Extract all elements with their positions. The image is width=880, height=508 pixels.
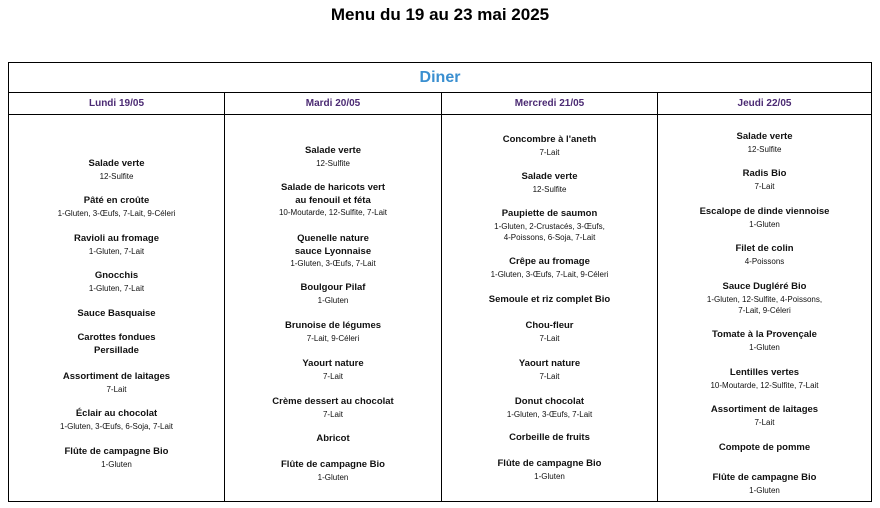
day-column-jeudi [658,116,871,501]
dish-name: Sauce Basquaise [77,308,156,319]
allergen-list: 7-Lait [106,384,127,394]
menu-item [442,294,657,307]
menu-item [442,458,657,482]
menu-item [9,233,224,257]
allergen-list: 1-Gluten, 3-Œufs, 6-Soja, 7-Lait [60,421,173,431]
menu-item [9,408,224,432]
allergen-list: 1-Gluten [749,219,780,229]
dish-name: Assortiment de laitages [710,404,819,415]
menu-item [225,233,441,269]
menu-item [442,171,657,195]
menu-item [442,256,657,280]
day-column-lundi [9,116,224,501]
dish-name: Carottes fondues Persillade [77,332,156,356]
menu-item [9,332,224,357]
allergen-list: 12-Sulfite [747,144,782,154]
dish-name: Donut chocolat [514,396,585,407]
dish-name: Filet de colin [735,243,794,254]
dish-name: Salade verte [88,158,145,169]
dish-name: Yaourt nature [518,358,581,369]
dish-name: Paupiette de saumon [501,208,598,219]
allergen-list: 12-Sulfite [99,171,134,181]
allergen-list: 1-Gluten, 12-Sulfite, 4-Poissons, 7-Lait, 9-Céleri [706,294,823,315]
menu-item [9,270,224,294]
dish-name: Flûte de campagne Bio [64,446,169,457]
meal-header: Diner [9,63,871,93]
day-column-mercredi [442,116,657,501]
allergen-list: 1-Gluten [749,342,780,352]
allergen-list: 12-Sulfite [316,158,350,168]
menu-item [225,433,441,446]
allergen-list: 7-Lait [322,371,343,381]
menu-item [658,131,871,155]
allergen-list: 1-Gluten, 7-Lait [88,246,145,256]
dish-name: Gnocchis [94,270,139,281]
page-title: Menu du 19 au 23 mai 2025 [330,5,550,24]
menu-item [658,442,871,455]
dish-name: Boulgour Pilaf [300,282,366,293]
menu-item [9,308,224,321]
allergen-list: 4-Poissons [744,256,785,266]
allergen-list: 1-Gluten, 3-Œufs, 7-Lait, 9-Céleri [490,269,609,279]
dish-name: Abricot [316,433,350,444]
menu-item [442,134,657,158]
menu-item [658,243,871,267]
dish-name: Flûte de campagne Bio [712,472,817,483]
dish-name: Salade verte [305,145,361,156]
dish-name: Sauce Dugléré Bio [722,281,807,292]
dish-name: Concombre à l'aneth [502,134,597,145]
menu-item [658,472,871,496]
dish-name: Chou-fleur [525,320,574,331]
allergen-list: 1-Gluten [749,485,780,495]
dish-name: Éclair au chocolat [75,408,158,419]
menu-item [658,168,871,192]
allergen-list: 1-Gluten [534,471,565,481]
menu-item [658,206,871,230]
dish-name: Quenelle nature sauce Lyonnaise [294,233,372,257]
day-header-mardi: Mardi 20/05 [225,93,441,115]
dish-name: Yaourt nature [302,358,364,369]
allergen-list: 10-Moutarde, 12-Sulfite, 7-Lait [710,380,819,390]
allergen-list: 1-Gluten, 3-Œufs, 7-Lait, 9-Céleri [57,208,176,218]
menu-item [225,459,441,483]
menu-item [658,404,871,428]
menu-item [658,329,871,353]
allergen-list: 1-Gluten, 7-Lait [88,283,145,293]
dish-name: Salade de haricots vert au fenouil et féta [280,182,386,206]
dish-name: Flûte de campagne Bio [281,459,385,470]
allergen-list: 1-Gluten, 2-Crustacés, 3-Œufs, 4-Poissons, 6-Soja, 7-Lait [494,221,605,242]
dish-name: Brunoise de légumes [284,320,382,331]
menu-item [225,358,441,382]
allergen-list: 10-Moutarde, 12-Sulfite, 7-Lait [278,208,388,217]
allergen-list: 1-Gluten [101,459,132,469]
dish-name: Crêpe au fromage [509,256,590,267]
menu-table [8,62,872,502]
menu-item [658,367,871,391]
dish-name: Tomate à la Provençale [712,329,817,340]
menu-item [442,320,657,344]
dish-name: Compote de pomme [718,442,811,453]
dish-name: Assortiment de laitages [62,371,171,382]
allergen-list: 7-Lait [754,417,775,427]
allergen-list: 7-Lait [539,371,560,381]
dish-name: Lentilles vertes [729,367,800,378]
allergen-list: 1-Gluten [317,295,349,305]
menu-item [9,446,224,470]
menu-item [9,195,224,219]
allergen-list: 7-Lait [539,333,560,343]
dish-name: Corbeille de fruits [509,432,590,443]
dish-name: Ravioli au fromage [74,233,159,244]
allergen-list: 7-Lait [754,181,775,191]
menu-item [225,396,441,420]
menu-item [9,371,224,395]
menu-item [442,432,657,445]
menu-item [442,396,657,420]
day-header-jeudi: Jeudi 22/05 [658,93,871,115]
dish-name: Salade verte [736,131,793,142]
dish-name: Semoule et riz complet Bio [488,294,611,305]
dish-name: Radis Bio [742,168,787,179]
menu-item [9,158,224,182]
allergen-list: 7-Lait [322,409,343,419]
menu-item [225,182,441,218]
menu-item [225,145,441,169]
day-column-mardi [225,116,441,501]
dish-name: Crème dessert au chocolat [272,396,394,407]
menu-item [225,282,441,306]
day-header-lundi: Lundi 19/05 [9,93,224,115]
menu-item [442,208,657,243]
allergen-list: 7-Lait, 9-Céleri [306,333,360,343]
day-header-mercredi: Mercredi 21/05 [442,93,657,115]
menu-item [442,358,657,382]
dish-name: Pâté en croûte [83,195,150,206]
allergen-list: 1-Gluten, 3-Œufs, 7-Lait [506,409,593,419]
menu-item [225,320,441,344]
allergen-list: 1-Gluten [317,472,349,482]
allergen-list: 1-Gluten, 3-Œufs, 7-Lait [290,259,376,268]
dish-name: Flûte de campagne Bio [497,458,602,469]
allergen-list: 7-Lait [539,147,560,157]
allergen-list: 12-Sulfite [532,184,567,194]
dish-name: Escalope de dinde viennoise [699,206,830,217]
menu-item [658,281,871,316]
dish-name: Salade verte [521,171,578,182]
